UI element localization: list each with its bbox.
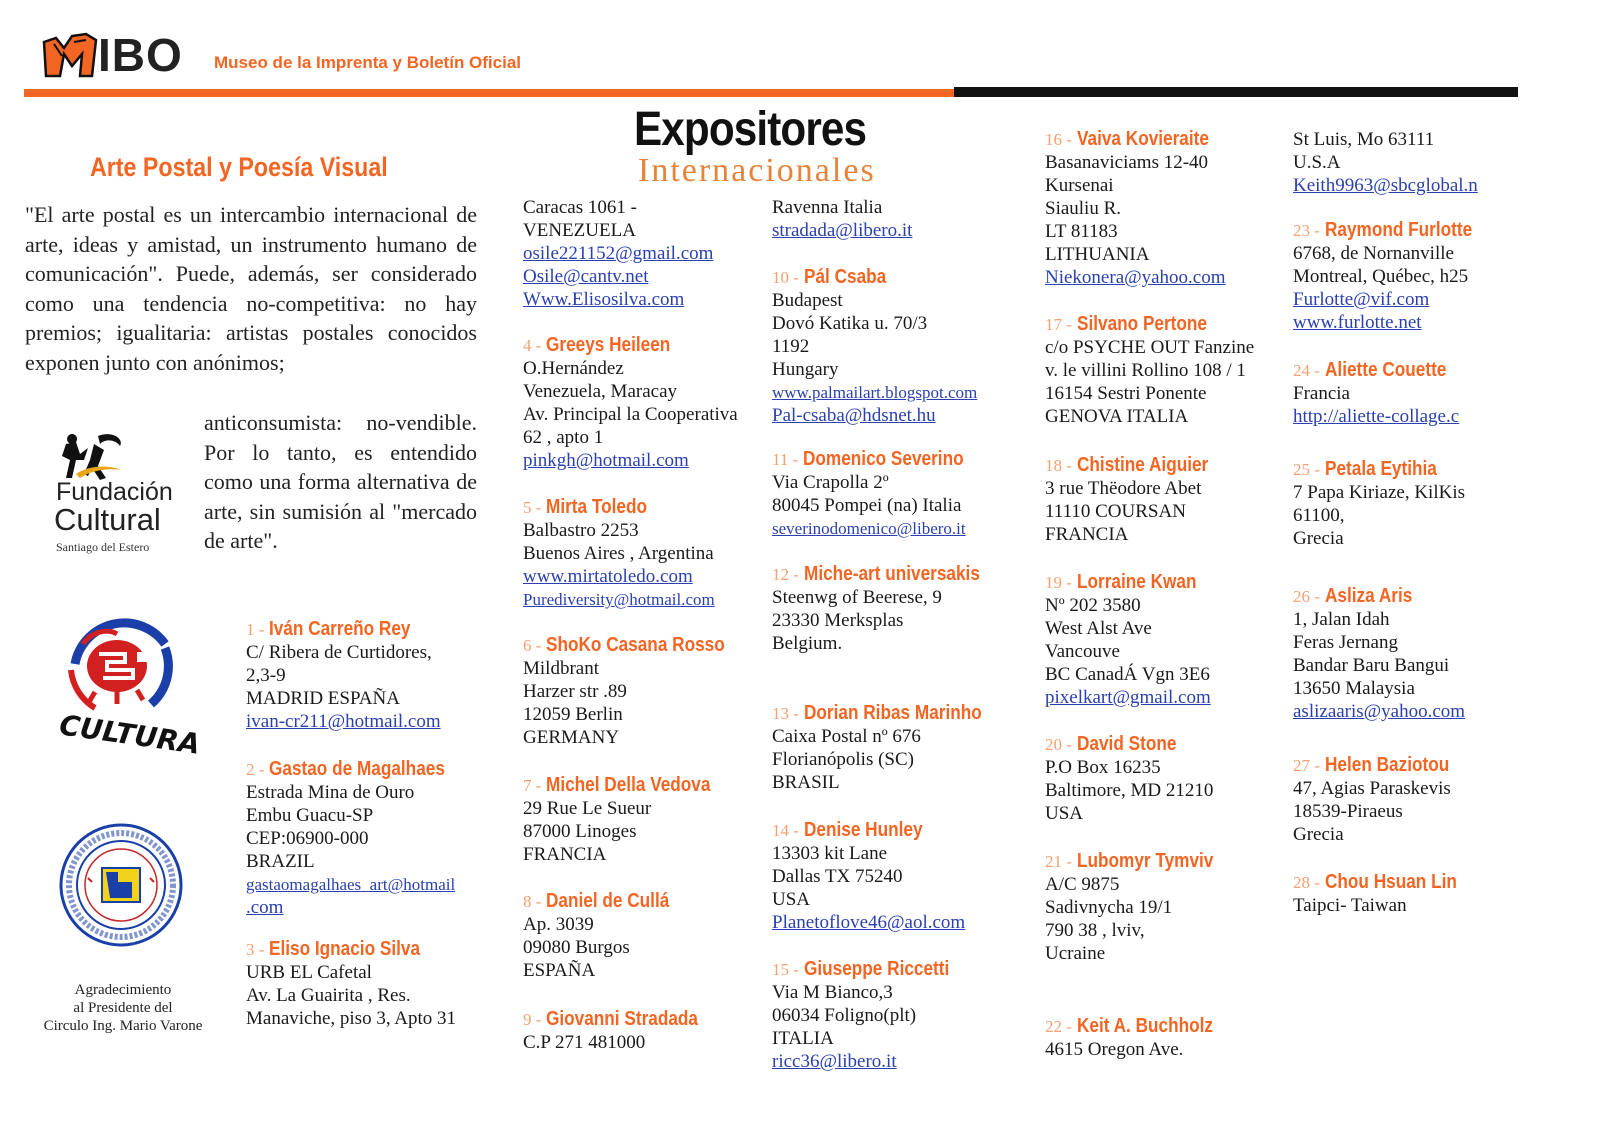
exhibitor-name: Dorian Ribas Marinho <box>803 702 982 724</box>
address-line: FRANCIA <box>523 844 607 865</box>
section-title: Arte Postal y Poesía Visual <box>90 152 388 182</box>
address-line: Hungary <box>772 359 839 380</box>
address-line: 4615 Oregon Ave. <box>1045 1039 1184 1060</box>
exhibitor-name: Pál Csaba <box>803 266 886 288</box>
address-line: Vancouve <box>1045 641 1120 662</box>
exhibitor-heading <box>772 266 977 289</box>
address-line: LITHUANIA <box>1045 244 1150 265</box>
address-line: Venezuela, Maracay <box>523 381 678 402</box>
exhibitor-entry <box>523 634 754 749</box>
address-line: Dallas TX 75240 <box>772 866 903 887</box>
address-line: Florianópolis (SC) <box>772 749 914 770</box>
exhibitor-name: Giuseppe Riccetti <box>803 958 949 980</box>
exhibitor-heading <box>523 334 738 357</box>
exhibitor-number: 25 - <box>1293 460 1320 479</box>
address-line: 09080 Burgos <box>523 937 630 958</box>
address-line: 13303 kit Lane <box>772 843 888 864</box>
address-line: 18539-Piraeus <box>1293 801 1403 822</box>
exhibitor-name: Chistine Aiguier <box>1076 454 1208 476</box>
exhibitor-number: 21 - <box>1045 852 1072 871</box>
exhibitor-entry <box>1045 1015 1235 1061</box>
address-line: St Luis, Mo 63111 <box>1293 129 1435 150</box>
address-line: 6768, de Nornanville <box>1293 243 1454 264</box>
address-line: 80045 Pompei (na) Italia <box>772 495 962 516</box>
exhibitor-number: 10 - <box>772 268 799 287</box>
exhibitor-heading <box>523 774 737 797</box>
exhibitor-number: 12 - <box>772 565 799 584</box>
exhibitor-entry <box>1045 571 1216 709</box>
address-line: USA <box>1045 803 1084 824</box>
address-line: Embu Guacu-SP <box>246 805 374 826</box>
exhibitor-number: 2 - <box>246 760 265 779</box>
exhibitor-entry <box>523 774 737 866</box>
exhibitor-heading <box>1293 754 1469 777</box>
exhibitor-entry <box>1045 313 1254 428</box>
exhibitor-heading <box>523 496 715 519</box>
address-line: U.S.A <box>1293 152 1341 173</box>
header-bar-black <box>954 87 1518 97</box>
exhibitor-number: 26 - <box>1293 587 1320 606</box>
header-bar-orange <box>24 89 954 97</box>
contact-link[interactable]: Planetoflove46@aol.com <box>772 912 966 933</box>
exhibitor-number: 24 - <box>1293 361 1320 380</box>
address-line: Av. La Guairita , Res. <box>246 985 411 1006</box>
intro-paragraph-top: "El arte postal es un intercambio internacional de arte, ideas y amistad, un instrumento humano de comunicación". Puede, además, ser considerado como una tendencia no-competitiva: no hay premios; igualitaria: artistas postales conocidos exponen junto con anónimos; <box>25 202 477 375</box>
exhibitor-name: Denise Hunley <box>803 819 923 841</box>
contact-link[interactable]: severinodomenico@libero.it <box>772 519 966 538</box>
address-line: 06034 Foligno(plt) <box>772 1005 917 1026</box>
exhibitor-heading <box>772 448 990 471</box>
cultura-logo-text: CULTURA <box>57 708 203 761</box>
exhibitor-number: 8 - <box>523 892 542 911</box>
address-line: Av. Principal la Cooperativa <box>523 404 738 425</box>
exhibitor-heading <box>1045 128 1230 151</box>
address-line: Caracas 1061 - <box>523 197 637 218</box>
address-line: Bandar Baru Bangui <box>1293 655 1450 676</box>
contact-link[interactable]: Purediversity@hotmail.com <box>523 590 715 609</box>
cultura-logo <box>55 604 203 761</box>
address-line: 3 rue Thëodore Abet <box>1045 478 1202 499</box>
contact-link[interactable]: stradada@libero.it <box>772 220 913 241</box>
exhibitor-name: Giovanni Stradada <box>546 1008 699 1030</box>
acknowledgement-line2: al Presidente del <box>73 1000 173 1016</box>
contact-link[interactable]: Pal-csaba@hdsnet.hu <box>772 405 936 426</box>
exhibitor-heading <box>246 618 441 641</box>
exhibitor-number: 4 - <box>523 336 542 355</box>
exhibitor-number: 18 - <box>1045 456 1072 475</box>
exhibitor-heading <box>1293 359 1466 382</box>
address-line: Baltimore, MD 21210 <box>1045 780 1214 801</box>
address-line: Ucraine <box>1045 943 1106 964</box>
exhibitor-heading <box>1045 454 1229 477</box>
exhibitor-name: Gastao de Magalhaes <box>269 758 446 780</box>
address-line: LT 81183 <box>1045 221 1118 242</box>
exhibitor-heading <box>1293 458 1465 481</box>
exhibitor-name: David Stone <box>1076 733 1177 755</box>
fundacion-line1: Fundación <box>56 478 173 506</box>
exhibitor-heading <box>772 702 1010 725</box>
address-line: VENEZUELA <box>523 220 636 241</box>
address-line: v. le villini Rollino 108 / 1 <box>1045 360 1246 381</box>
exhibitor-number: 11 - <box>772 450 799 469</box>
contact-link[interactable]: osile221152@gmail.com <box>523 243 714 264</box>
address-line: Mildbrant <box>523 658 599 679</box>
exhibitor-number: 3 - <box>246 940 265 959</box>
exhibitor-heading <box>1293 585 1465 608</box>
exhibitor-name: Iván Carreño Rey <box>269 618 411 640</box>
address-line: ITALIA <box>772 1028 834 1049</box>
address-line: 61100, <box>1293 505 1345 526</box>
address-line: 7 Papa Kiriaze, KilKis <box>1293 482 1466 503</box>
address-line: Francia <box>1293 383 1350 404</box>
exhibitor-number: 23 - <box>1293 221 1320 240</box>
address-line: Ap. 3039 <box>523 914 594 935</box>
mibo-logo-mark <box>42 34 100 78</box>
exhibitor-heading <box>1045 850 1235 873</box>
address-line: Feras Jernang <box>1293 632 1398 653</box>
address-line: Via M Bianco,3 <box>772 982 893 1003</box>
acknowledgement-line1: Agradecimiento <box>74 982 172 998</box>
exhibitor-entry <box>1293 458 1465 550</box>
exhibitor-entry <box>1045 733 1213 825</box>
exhibitor-entry <box>1045 128 1230 289</box>
exhibitor-name: Silvano Pertone <box>1076 313 1207 335</box>
address-line: C.P 271 481000 <box>523 1032 646 1053</box>
exhibitor-heading <box>1293 219 1496 242</box>
address-line: 12059 Berlin <box>523 704 623 725</box>
contact-link[interactable]: gastaomagalhaes_art@hotmail <box>246 875 456 894</box>
address-line: BRAZIL <box>246 851 315 872</box>
exhibitor-heading <box>1045 733 1213 756</box>
exhibitor-number: 22 - <box>1045 1017 1072 1036</box>
exhibitor-entry <box>772 196 912 242</box>
exhibitor-heading <box>523 1008 723 1031</box>
exhibitor-number: 7 - <box>523 776 542 795</box>
exhibitor-heading <box>772 563 1008 586</box>
address-line: Grecia <box>1293 824 1344 845</box>
contact-link[interactable]: http://aliette-collage.c <box>1293 406 1460 427</box>
exhibitor-number: 9 - <box>523 1010 542 1029</box>
address-line: Budapest <box>772 290 843 311</box>
fundacion-line3: Santiago del Estero <box>56 540 150 554</box>
address-line: FRANCIA <box>1045 524 1129 545</box>
exhibitor-entry <box>246 938 456 1030</box>
address-line: GERMANY <box>523 727 620 748</box>
exhibitor-number: 1 - <box>246 620 265 639</box>
acknowledgement <box>28 981 218 1035</box>
contact-link[interactable]: Www.Elisosilva.com <box>523 289 685 310</box>
exhibitor-entry <box>523 334 738 472</box>
exhibitor-name: Keit A. Buchholz <box>1076 1015 1213 1037</box>
address-line: 23330 Merksplas <box>772 610 904 631</box>
exhibitor-heading <box>523 890 690 913</box>
exhibitor-entry <box>1045 850 1235 965</box>
contact-link[interactable]: ricc36@libero.it <box>772 1051 897 1072</box>
address-line: Via Crapolla 2º <box>772 472 889 493</box>
address-line: O.Hernández <box>523 358 624 379</box>
address-line: Sadivnycha 19/1 <box>1045 897 1173 918</box>
address-line: 1, Jalan Idah <box>1293 609 1390 630</box>
exhibitor-entry <box>1293 128 1478 197</box>
exhibitor-entry <box>523 890 690 982</box>
address-line: Buenos Aires , Argentina <box>523 543 714 564</box>
address-line: Belgium. <box>772 633 843 654</box>
address-line: 16154 Sestri Ponente <box>1045 383 1207 404</box>
contact-link[interactable]: aslizaaris@yahoo.com <box>1293 701 1466 722</box>
exhibitor-entry <box>1045 454 1229 546</box>
address-line: Manaviche, piso 3, Apto 31 <box>246 1008 457 1029</box>
address-line: P.O Box 16235 <box>1045 757 1161 778</box>
exhibitor-number: 20 - <box>1045 735 1072 754</box>
contact-link[interactable]: Keith9963@sbcglobal.n <box>1293 175 1478 196</box>
contact-link[interactable]: www.mirtatoledo.com <box>523 566 693 587</box>
address-line: Kursenai <box>1045 175 1114 196</box>
address-line: 62 , apto 1 <box>523 427 604 448</box>
exhibitor-heading <box>1045 571 1216 594</box>
address-line: C/ Ribera de Curtidores, <box>246 642 432 663</box>
address-line: Steenwg of Beerese, 9 <box>772 587 942 608</box>
exhibitor-heading <box>1045 313 1254 336</box>
address-line: Caixa Postal nº 676 <box>772 726 921 747</box>
exhibitor-heading <box>772 958 973 981</box>
address-line: USA <box>772 889 811 910</box>
address-line: BC CanadÁ Vgn 3E6 <box>1045 664 1210 685</box>
exhibitor-number: 6 - <box>523 636 542 655</box>
exhibitor-name: Lubomyr Tymviv <box>1076 850 1214 872</box>
exhibitor-entry <box>523 196 713 311</box>
exhibitor-entry <box>772 702 1010 794</box>
address-line: Taipci- Taiwan <box>1293 895 1407 916</box>
exhibitor-entry <box>1293 754 1469 846</box>
exhibitor-number: 17 - <box>1045 315 1072 334</box>
address-line: Balbastro 2253 <box>523 520 639 541</box>
exhibitor-number: 5 - <box>523 498 542 517</box>
address-line: Grecia <box>1293 528 1344 549</box>
exhibitor-number: 13 - <box>772 704 799 723</box>
contact-link[interactable]: pixelkart@gmail.com <box>1045 687 1211 708</box>
exhibitor-name: Greeys Heileen <box>546 334 671 356</box>
exhibitor-name: Asliza Aris <box>1324 585 1412 607</box>
exhibitor-name: Lorraine Kwan <box>1076 571 1197 593</box>
fundacion-cultural-logo <box>52 430 192 560</box>
address-line: Nº 202 3580 <box>1045 595 1141 616</box>
address-line: 2,3-9 <box>246 665 286 686</box>
page-title: Expositores <box>634 103 867 156</box>
address-line: MADRID ESPAÑA <box>246 688 400 709</box>
address-line: CEP:06900-000 <box>246 828 369 849</box>
exhibitor-name: ShoKo Casana Rosso <box>546 634 725 656</box>
exhibitor-entry <box>772 266 977 427</box>
contact-link[interactable]: Niekonera@yahoo.com <box>1045 267 1226 288</box>
exhibitor-number: 14 - <box>772 821 799 840</box>
exhibitor-entry <box>1293 359 1466 428</box>
acknowledgement-line3: Circulo Ing. Mario Varone <box>43 1018 203 1034</box>
exhibitor-number: 15 - <box>772 960 799 979</box>
address-line: Estrada Mina de Ouro <box>246 782 415 803</box>
contact-link[interactable]: pinkgh@hotmail.com <box>523 450 689 471</box>
exhibitor-name: Petala Eytihia <box>1324 458 1437 480</box>
address-line: 790 38 , lviv, <box>1045 920 1145 941</box>
address-line: Montreal, Québec, h25 <box>1293 266 1469 287</box>
address-line: c/o PSYCHE OUT Fanzine <box>1045 337 1255 358</box>
contact-link[interactable]: www.furlotte.net <box>1293 312 1422 333</box>
exhibitor-name: Aliette Couette <box>1324 359 1447 381</box>
exhibitor-name: Helen Baziotou <box>1324 754 1449 776</box>
exhibitor-entry <box>246 618 441 733</box>
exhibitor-number: 27 - <box>1293 756 1320 775</box>
contact-link[interactable]: .com <box>246 897 284 918</box>
exhibitor-number: 19 - <box>1045 573 1072 592</box>
exhibitor-heading <box>523 634 754 657</box>
museum-name: Museo de la Imprenta y Boletín Oficial <box>214 53 522 72</box>
contact-link[interactable]: ivan-cr211@hotmail.com <box>246 711 441 732</box>
address-line: 47, Agias Paraskevis <box>1293 778 1451 799</box>
exhibitor-name: Chou Hsuan Lin <box>1324 871 1457 893</box>
exhibitor-name: Mirta Toledo <box>546 496 648 518</box>
contact-link[interactable]: Osile@cantv.net <box>523 266 649 287</box>
exhibitor-heading <box>246 758 474 781</box>
exhibitor-entry <box>246 758 474 919</box>
address-line: GENOVA ITALIA <box>1045 406 1189 427</box>
exhibitor-name: Vaiva Kovieraite <box>1076 128 1209 150</box>
exhibitor-name: Daniel de Cullá <box>546 890 670 912</box>
logo-text: IBO <box>98 29 183 81</box>
address-line: URB EL Cafetal <box>246 962 372 983</box>
exhibitor-entry <box>772 563 1008 655</box>
circulo-filatelico-seal <box>58 822 184 948</box>
address-line: 1192 <box>772 336 810 357</box>
address-line: Siauliu R. <box>1045 198 1122 219</box>
exhibitor-name: Miche-art universakis <box>803 563 980 585</box>
exhibitor-entry <box>523 496 715 611</box>
contact-link[interactable]: www.palmailart.blogspot.com <box>772 383 978 402</box>
exhibitor-entry <box>772 819 965 934</box>
page-subtitle: Internacionales <box>638 152 876 189</box>
exhibitor-name: Domenico Severino <box>803 448 964 470</box>
exhibitor-entry <box>1293 219 1496 334</box>
address-line: West Alst Ave <box>1045 618 1152 639</box>
exhibitor-entry <box>772 448 990 540</box>
exhibitor-number: 28 - <box>1293 873 1320 892</box>
address-line: BRASIL <box>772 772 840 793</box>
exhibitor-name: Raymond Furlotte <box>1324 219 1472 241</box>
exhibitor-entry <box>772 958 973 1073</box>
exhibitor-entry <box>523 1008 723 1054</box>
exhibitor-heading <box>1045 1015 1235 1038</box>
address-line: 11110 COURSAN <box>1045 501 1186 522</box>
address-line: ESPAÑA <box>523 960 596 981</box>
exhibitor-heading <box>1293 871 1478 894</box>
intro-paragraph-bottom: anticonsumista: no-vendible. Por lo tanto, es entendido como una forma alternativa de arte, sin sumisión al "mercado de arte". <box>204 410 477 553</box>
address-line: Ravenna Italia <box>772 197 883 218</box>
fundacion-line2: Cultural <box>54 502 161 537</box>
address-line: Dovó Katika u. 70/3 <box>772 313 928 334</box>
address-line: A/C 9875 <box>1045 874 1120 895</box>
address-line: 29 Rue Le Sueur <box>523 798 652 819</box>
address-line: Basanaviciams 12-40 <box>1045 152 1209 173</box>
address-line: 13650 Malaysia <box>1293 678 1415 699</box>
address-line: 87000 Linoges <box>523 821 637 842</box>
exhibitor-heading <box>246 938 456 961</box>
exhibitor-entry <box>1293 871 1478 917</box>
exhibitor-entry <box>1293 585 1465 723</box>
contact-link[interactable]: Furlotte@vif.com <box>1293 289 1430 310</box>
address-line: Harzer str .89 <box>523 681 627 702</box>
exhibitor-name: Michel Della Vedova <box>546 774 711 796</box>
exhibitor-heading <box>772 819 965 842</box>
exhibitor-name: Eliso Ignacio Silva <box>269 938 421 960</box>
exhibitor-number: 16 - <box>1045 130 1072 149</box>
